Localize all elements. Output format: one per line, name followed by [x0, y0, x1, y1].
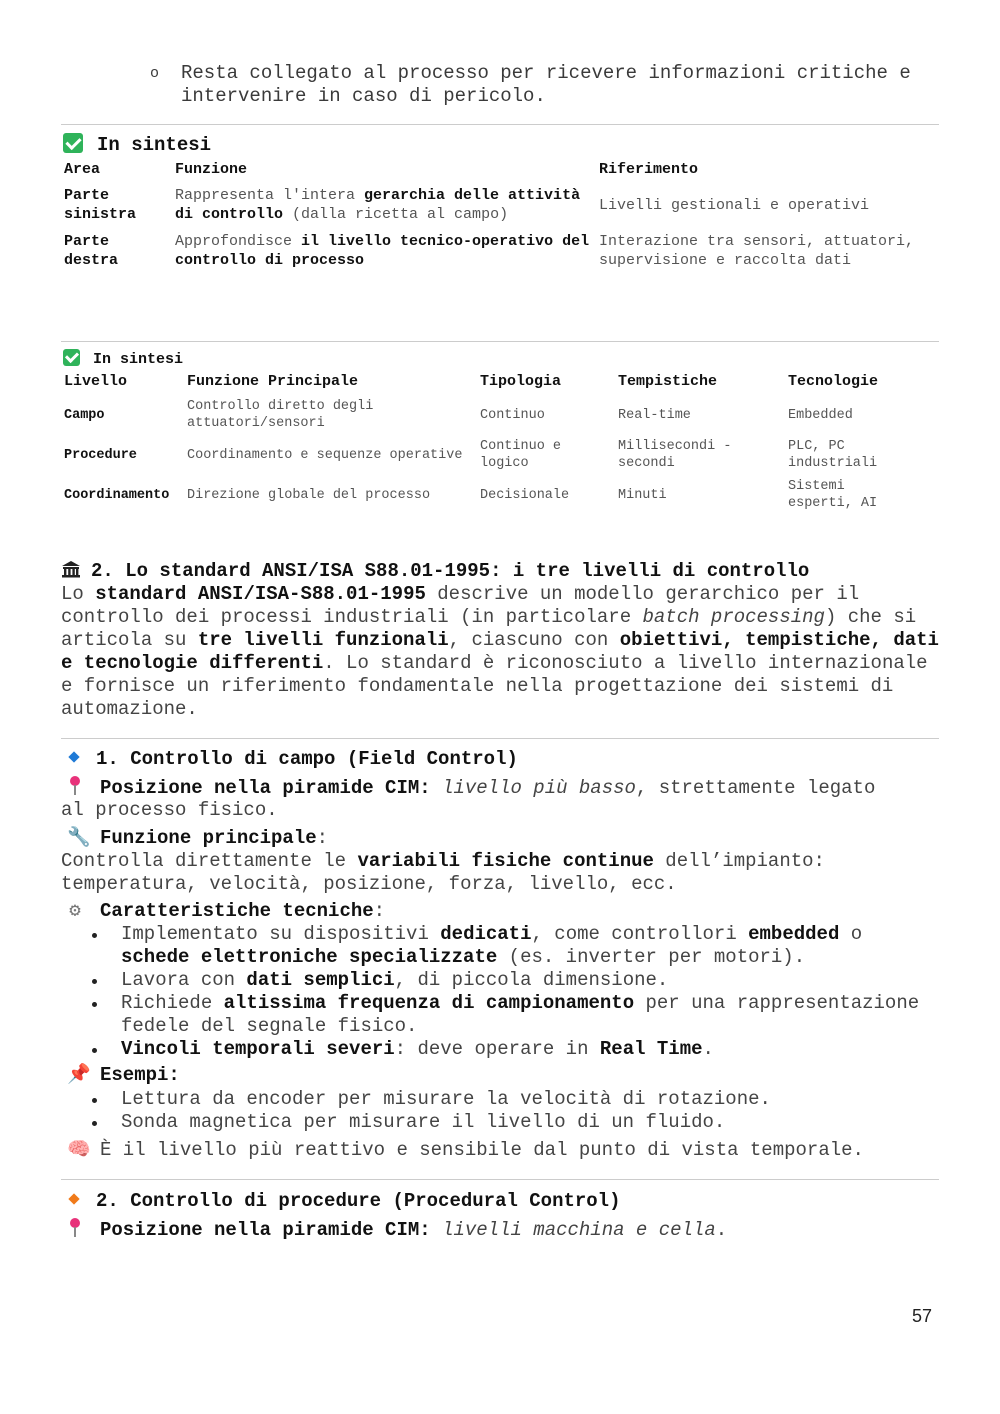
- summary1-title: [63, 133, 211, 156]
- section-intro-paragraph: Lo standard ANSI/ISA-S88.01-1995 descrive un modello gerarchico per il controllo dei processi industriali (in particolare batch processing) che si articola su tre livelli funzionali, ciascuno con obiettivi, tempistiche, dati e tecnologie differenti. Lo standard è riconosciuto a livello internazionale e fornisce un riferimento fondamentale nella progettazione dei sistemi di automazione.: [61, 583, 939, 720]
- field-function-text-2: temperatura, velocità, posizione, forza, livello, ecc.: [61, 873, 677, 895]
- divider: [61, 124, 939, 125]
- list-item: Lavora con dati semplici, di piccola dimensione.: [61, 969, 941, 992]
- cell-tecnologie: Sistemi esperti, AI: [788, 479, 878, 511]
- field-position-line: Posizione nella piramide CIM: livello più basso, strettamente legato: [61, 776, 941, 800]
- cell-livello: Procedure: [64, 447, 137, 463]
- page-number: 57: [912, 1306, 933, 1326]
- field-note: 🧠 È il livello più reattivo e sensibile dal punto di vista temporale.: [67, 1139, 864, 1161]
- col-header: Tecnologie: [788, 373, 879, 390]
- cell-tecnologie: PLC, PC industriali: [788, 439, 878, 471]
- list-item: Lettura da encoder per misurare la velocità di rotazione.: [61, 1088, 941, 1111]
- cell-area: Parte destra: [64, 233, 119, 269]
- col-header: Riferimento: [599, 161, 699, 178]
- field-function-label: 🔧 Funzione principale:: [67, 827, 329, 849]
- procedural-control-title: 2. Controllo di procedure (Procedural Control): [61, 1190, 621, 1213]
- cell-area: Parte sinistra: [64, 187, 137, 223]
- summary2-title: [63, 349, 183, 368]
- field-function-text: Controlla direttamente le variabili fisiche continue dell’impianto:: [61, 850, 825, 872]
- check-icon: [63, 349, 80, 366]
- table-row: [62, 475, 900, 515]
- col-header: Tipologia: [480, 373, 562, 390]
- cell-tempistiche: Minuti: [618, 487, 667, 503]
- cell-funzione: Coordinamento e sequenze operative: [187, 447, 463, 463]
- col-header: Funzione Principale: [187, 373, 359, 390]
- cell-livello: Campo: [64, 407, 105, 423]
- cell-tipologia: Decisionale: [480, 487, 570, 503]
- circle-bullet: o: [150, 65, 160, 82]
- round-pushpin-icon: 📌: [67, 1064, 91, 1086]
- col-header: Tempistiche: [618, 373, 718, 390]
- summary2-table: [62, 371, 900, 515]
- pushpin-icon: [67, 1218, 83, 1238]
- continuation-text: Resta collegato al processo per ricevere informazioni critiche e intervenire in caso di pericolo.: [181, 62, 911, 107]
- section-heading-text: 2. Lo standard ANSI/ISA S88.01-1995: i tre livelli di controllo: [91, 560, 810, 582]
- divider: [61, 738, 939, 739]
- summary1-title-text: In sintesi: [97, 134, 212, 156]
- pushpin-icon: [67, 776, 83, 796]
- summary2-title-text: In sintesi: [93, 351, 184, 368]
- table-header-row: [62, 158, 941, 182]
- cell-funzione: Controllo diretto degli attuatori/sensori: [187, 399, 374, 431]
- cell-livello: Coordinamento: [64, 487, 170, 503]
- summary1-table: [62, 158, 941, 274]
- blue-diamond-icon: [68, 751, 79, 762]
- field-examples-label: 📌 Esempi:: [67, 1064, 180, 1086]
- section-heading: [61, 560, 809, 582]
- procedural-position-line: Posizione nella piramide CIM: livelli macchina e cella.: [61, 1218, 941, 1242]
- cell-tempistiche: Real-time: [618, 407, 691, 423]
- cell-riferimento: Livelli gestionali e operativi: [599, 196, 870, 214]
- orange-diamond-icon: [68, 1193, 79, 1204]
- table-header-row: [62, 371, 900, 395]
- cell-tipologia: Continuo e logico: [480, 439, 562, 471]
- list-item: Richiede altissima frequenza di campionamento per una rappresentazione fedele del segnale fisico.: [61, 992, 941, 1038]
- list-item: Implementato su dispositivi dedicati, come controllori embedded o schede elettroniche specializzate (es. inverter per motori).: [61, 923, 941, 969]
- field-tech-list: [61, 923, 941, 1061]
- table-row: [62, 228, 941, 274]
- list-item: Sonda magnetica per misurare il livello di un fluido.: [61, 1111, 941, 1134]
- field-control-title: 1. Controllo di campo (Field Control): [61, 748, 518, 771]
- continuation-item: [150, 62, 940, 108]
- table-row: [62, 435, 900, 475]
- divider: [61, 341, 939, 342]
- divider: [61, 1179, 939, 1180]
- check-icon: [63, 133, 83, 153]
- field-position-line-2: al processo fisico.: [61, 799, 278, 821]
- col-header: Area: [64, 161, 101, 178]
- field-examples-list: [61, 1088, 941, 1134]
- cell-funzione: Direzione globale del processo: [187, 487, 431, 503]
- cell-tecnologie: Embedded: [788, 407, 853, 423]
- brain-icon: 🧠: [67, 1139, 91, 1161]
- cell-tempistiche: Millisecondi - secondi: [618, 439, 732, 471]
- col-header: Livello: [64, 373, 128, 390]
- table-row: [62, 395, 900, 435]
- col-header: Funzione: [175, 161, 248, 178]
- bank-icon: [61, 560, 81, 578]
- cell-funzione: Approfondisce il livello tecnico-operativo del controllo di processo: [175, 233, 590, 269]
- field-tech-label: ⚙ Caratteristiche tecniche:: [61, 900, 941, 923]
- cell-funzione: Rappresenta l'intera gerarchia delle attività di controllo (dalla ricetta al campo): [175, 187, 581, 223]
- table-row: [62, 182, 941, 228]
- list-item: Vincoli temporali severi: deve operare in Real Time.: [61, 1038, 941, 1061]
- cell-tipologia: Continuo: [480, 407, 545, 423]
- gear-icon: ⚙: [69, 900, 81, 922]
- cell-riferimento: Interazione tra sensori, attuatori, supervisione e raccolta dati: [599, 233, 915, 269]
- wrench-icon: 🔧: [67, 827, 91, 849]
